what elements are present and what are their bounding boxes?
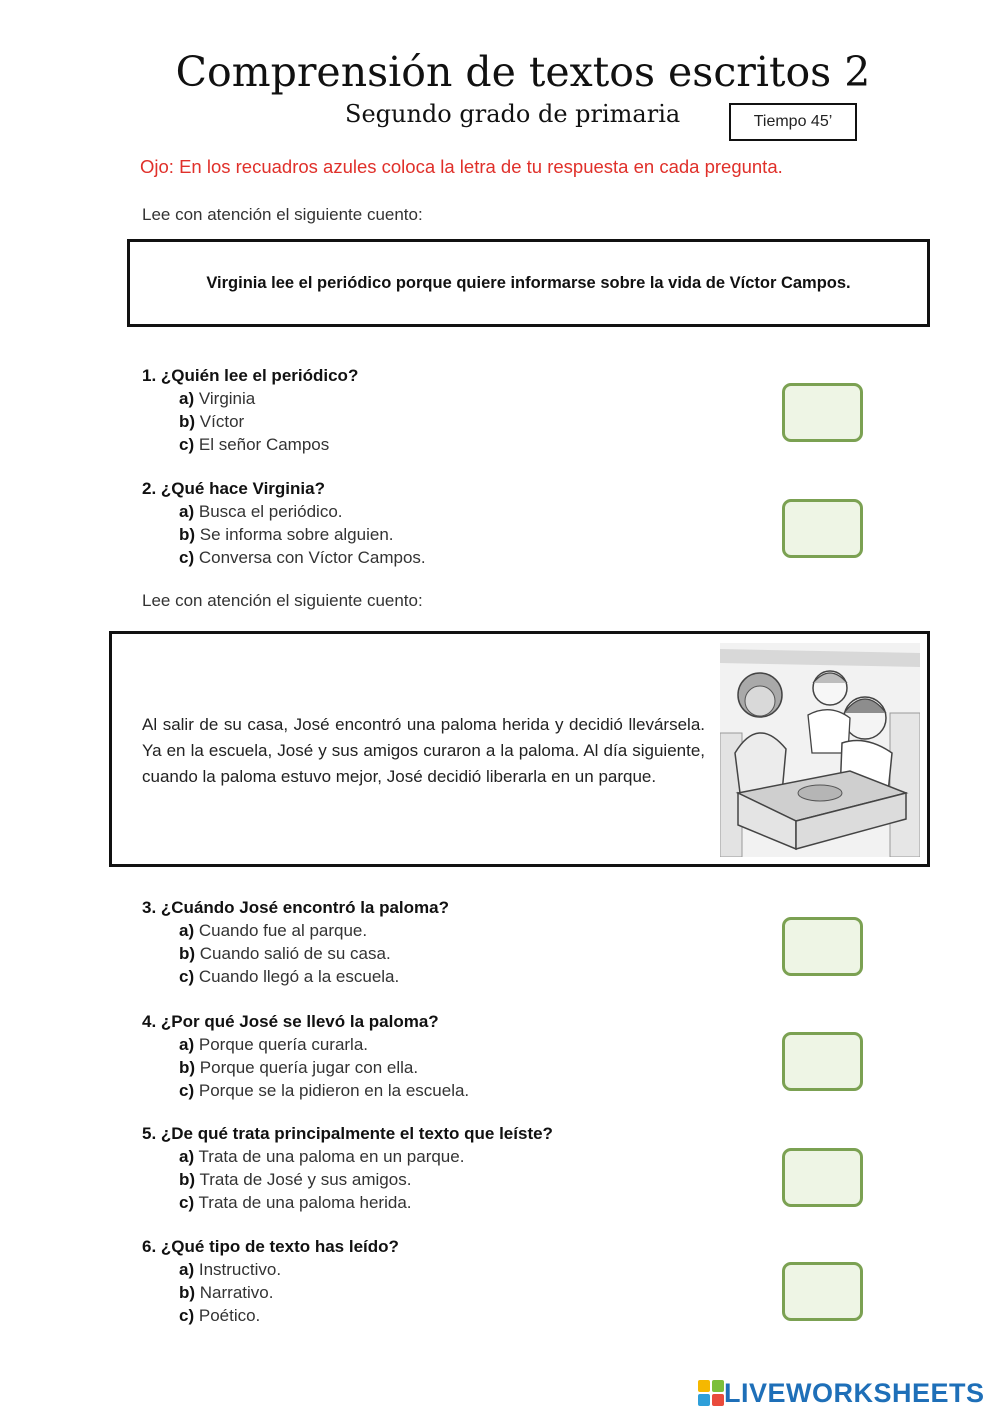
- option-a: [142, 387, 358, 410]
- option-letter: a): [179, 1260, 195, 1279]
- option-text: Busca el periódico.: [198, 502, 343, 521]
- option-c: [142, 1191, 553, 1214]
- option-c: [142, 1079, 469, 1102]
- option-letter: a): [179, 921, 195, 940]
- question-text: 1. ¿Quién lee el periódico?: [142, 366, 359, 385]
- liveworksheets-brand[interactable]: [698, 1376, 985, 1410]
- story1-text: Virginia lee el periódico porque quiere informarse sobre la vida de Víctor Campos.: [206, 273, 851, 292]
- option-text: Conversa con Víctor Campos.: [198, 548, 426, 567]
- question-3: [142, 896, 449, 988]
- option-a: [142, 500, 426, 523]
- option-text: Cuando salió de su casa.: [199, 944, 391, 963]
- option-c: [142, 1304, 399, 1327]
- question-2: [142, 477, 426, 569]
- option-c: [142, 965, 449, 988]
- question-4: [142, 1010, 469, 1102]
- option-letter: a): [179, 389, 195, 408]
- option-letter: a): [179, 1035, 195, 1054]
- option-text: Se informa sobre alguien.: [199, 525, 394, 544]
- option-b: [142, 942, 449, 965]
- liveworksheets-logo-icon: [698, 1380, 724, 1406]
- answer-box-3[interactable]: [782, 917, 863, 976]
- children-with-dove-illustration: [720, 643, 920, 857]
- option-letter: c): [179, 967, 195, 986]
- option-letter: b): [179, 1058, 196, 1077]
- option-b: [142, 523, 426, 546]
- option-b: [142, 410, 358, 433]
- option-letter: c): [179, 548, 195, 567]
- option-text: Trata de José y sus amigos.: [199, 1170, 412, 1189]
- option-text: Cuando llegó a la escuela.: [198, 967, 400, 986]
- option-b: [142, 1168, 553, 1191]
- option-text: Cuando fue al parque.: [198, 921, 368, 940]
- story1-instruction: Lee con atención el siguiente cuento:: [142, 205, 423, 224]
- option-letter: a): [179, 1147, 195, 1166]
- option-letter: a): [179, 502, 195, 521]
- time-limit-label: Tiempo 45’: [753, 113, 833, 130]
- option-letter: c): [179, 1081, 195, 1100]
- option-a: [142, 1145, 553, 1168]
- question-text: 2. ¿Qué hace Virginia?: [142, 479, 325, 498]
- time-limit-box: [729, 103, 857, 141]
- page-title: Comprensión de textos escritos 2: [175, 48, 871, 96]
- instructions-note: Ojo: En los recuadros azules coloca la letra de tu respuesta en cada pregunta.: [140, 156, 783, 177]
- option-a: [142, 1258, 399, 1281]
- option-letter: b): [179, 1170, 196, 1189]
- option-text: Instructivo.: [198, 1260, 282, 1279]
- question-5: [142, 1122, 553, 1214]
- option-c: [142, 546, 426, 569]
- option-letter: c): [179, 1193, 195, 1212]
- option-a: [142, 1033, 469, 1056]
- answer-box-4[interactable]: [782, 1032, 863, 1091]
- option-letter: c): [179, 1306, 195, 1325]
- option-c: [142, 433, 358, 456]
- option-letter: b): [179, 525, 196, 544]
- question-text: 5. ¿De qué trata principalmente el texto que leíste?: [142, 1124, 553, 1143]
- answer-box-6[interactable]: [782, 1262, 863, 1321]
- option-text: Poético.: [198, 1306, 261, 1325]
- option-text: Porque se la pidieron en la escuela.: [198, 1081, 470, 1100]
- answer-box-1[interactable]: [782, 383, 863, 442]
- question-text: 3. ¿Cuándo José encontró la paloma?: [142, 898, 449, 917]
- question-text: 4. ¿Por qué José se llevó la paloma?: [142, 1012, 439, 1031]
- option-text: Víctor: [199, 412, 245, 431]
- answer-box-2[interactable]: [782, 499, 863, 558]
- option-text: Porque quería curarla.: [198, 1035, 369, 1054]
- story2-instruction: Lee con atención el siguiente cuento:: [142, 591, 423, 610]
- option-text: Trata de una paloma herida.: [198, 1193, 412, 1212]
- question-6: [142, 1235, 399, 1327]
- option-b: [142, 1281, 399, 1304]
- story2-text: Al salir de su casa, José encontró una paloma herida y decidió llevársela. Ya en la escuela, José y sus amigos curaron a la paloma. Al día siguiente, cuando la paloma estuvo mejor, José decidió liberarla en un parque.: [142, 715, 705, 786]
- option-text: Porque quería jugar con ella.: [199, 1058, 419, 1077]
- option-a: [142, 919, 449, 942]
- page-subtitle: Segundo grado de primaria: [345, 100, 681, 128]
- brand-name: LIVEWORKSHEETS: [724, 1377, 985, 1408]
- answer-box-5[interactable]: [782, 1148, 863, 1207]
- option-text: Trata de una paloma en un parque.: [198, 1147, 465, 1166]
- option-letter: b): [179, 1283, 196, 1302]
- option-letter: c): [179, 435, 195, 454]
- option-b: [142, 1056, 469, 1079]
- option-letter: b): [179, 412, 196, 431]
- option-letter: b): [179, 944, 196, 963]
- story1-box: [127, 239, 930, 327]
- option-text: El señor Campos: [198, 435, 330, 454]
- option-text: Virginia: [198, 389, 256, 408]
- option-text: Narrativo.: [199, 1283, 274, 1302]
- question-text: 6. ¿Qué tipo de texto has leído?: [142, 1237, 399, 1256]
- question-1: [142, 364, 358, 456]
